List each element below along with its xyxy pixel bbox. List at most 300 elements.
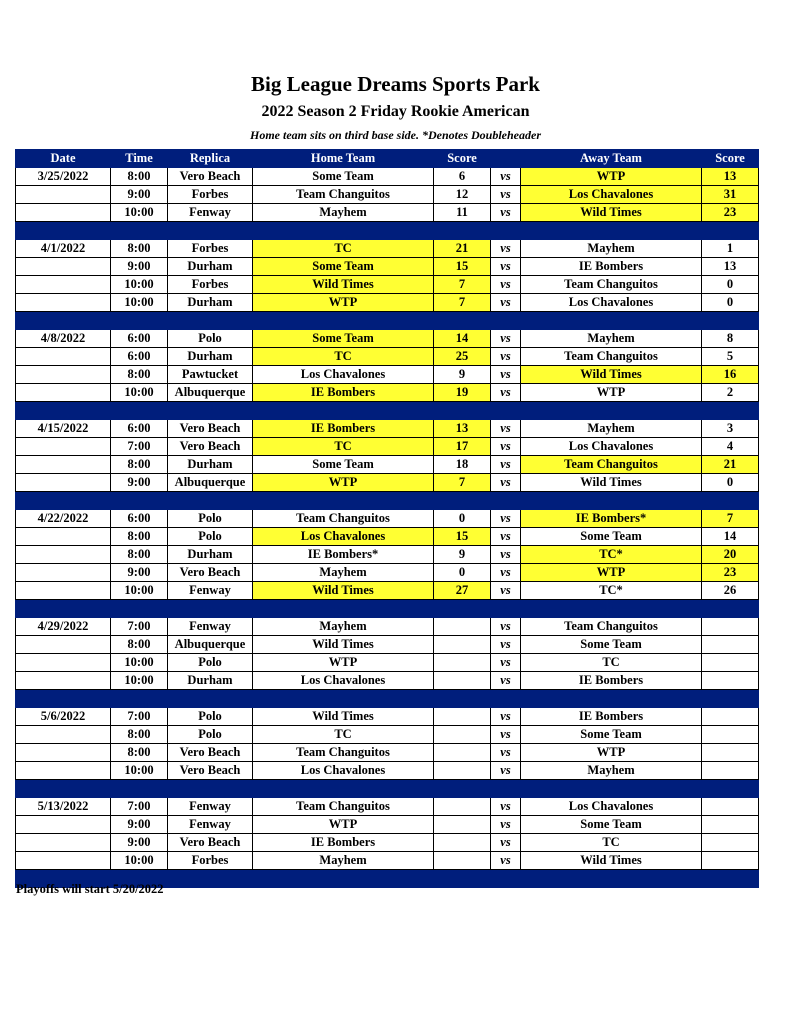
game-time: 8:00 [111, 528, 168, 546]
separator-bar [16, 492, 759, 510]
home-team: Some Team [253, 330, 434, 348]
away-score: 14 [702, 528, 759, 546]
col-home-score: Score [434, 150, 491, 168]
vs-label: vs [491, 240, 521, 258]
playoffs-note: Playoffs will start 5/20/2022 [16, 882, 164, 896]
home-team: Los Chavalones [253, 672, 434, 690]
game-time: 10:00 [111, 582, 168, 600]
game-replica: Polo [168, 528, 253, 546]
game-time: 9:00 [111, 186, 168, 204]
col-away-score: Score [702, 150, 759, 168]
game-replica: Durham [168, 546, 253, 564]
home-team: TC [253, 726, 434, 744]
home-score: 15 [434, 258, 491, 276]
vs-label: vs [491, 546, 521, 564]
game-replica: Vero Beach [168, 762, 253, 780]
vs-label: vs [491, 636, 521, 654]
game-time: 9:00 [111, 816, 168, 834]
home-score [434, 816, 491, 834]
game-replica: Vero Beach [168, 564, 253, 582]
game-replica: Fenway [168, 816, 253, 834]
game-replica: Polo [168, 654, 253, 672]
vs-label: vs [491, 618, 521, 636]
game-replica: Forbes [168, 852, 253, 870]
home-score: 9 [434, 366, 491, 384]
away-team: Wild Times [521, 474, 702, 492]
game-replica: Forbes [168, 240, 253, 258]
table-row [16, 240, 759, 258]
away-score [702, 834, 759, 852]
home-score: 7 [434, 474, 491, 492]
vs-label: vs [491, 654, 521, 672]
home-score [434, 618, 491, 636]
home-score: 6 [434, 168, 491, 186]
game-time: 6:00 [111, 510, 168, 528]
home-team: Wild Times [253, 708, 434, 726]
game-date-empty [16, 366, 111, 384]
vs-label: vs [491, 564, 521, 582]
game-time: 7:00 [111, 618, 168, 636]
page-title: Big League Dreams Sports Park [251, 72, 540, 96]
away-team: Los Chavalones [521, 798, 702, 816]
away-team: IE Bombers [521, 708, 702, 726]
away-score [702, 636, 759, 654]
home-team: Mayhem [253, 852, 434, 870]
away-team: Wild Times [521, 852, 702, 870]
week-separator [16, 780, 759, 798]
game-replica: Polo [168, 726, 253, 744]
away-score [702, 744, 759, 762]
game-replica: Fenway [168, 618, 253, 636]
away-score: 13 [702, 168, 759, 186]
game-replica: Durham [168, 672, 253, 690]
vs-label: vs [491, 528, 521, 546]
home-team: Team Changuitos [253, 798, 434, 816]
away-score [702, 618, 759, 636]
game-date-empty [16, 276, 111, 294]
home-team: Los Chavalones [253, 366, 434, 384]
game-date-empty [16, 456, 111, 474]
vs-label: vs [491, 438, 521, 456]
table-row [16, 420, 759, 438]
col-replica: Replica [168, 150, 253, 168]
game-replica: Forbes [168, 186, 253, 204]
game-time: 8:00 [111, 366, 168, 384]
vs-label: vs [491, 366, 521, 384]
table-row [16, 528, 759, 546]
game-time: 9:00 [111, 834, 168, 852]
game-replica: Fenway [168, 798, 253, 816]
separator-bar [16, 312, 759, 330]
header-row [16, 150, 759, 168]
game-date-empty [16, 672, 111, 690]
table-row [16, 294, 759, 312]
game-date-empty [16, 204, 111, 222]
home-score: 15 [434, 528, 491, 546]
away-score: 3 [702, 420, 759, 438]
game-time: 9:00 [111, 258, 168, 276]
week-separator [16, 402, 759, 420]
vs-label: vs [491, 330, 521, 348]
home-score [434, 672, 491, 690]
vs-label: vs [491, 168, 521, 186]
home-team: WTP [253, 474, 434, 492]
home-team: Mayhem [253, 564, 434, 582]
away-score [702, 708, 759, 726]
table-row [16, 582, 759, 600]
vs-label: vs [491, 186, 521, 204]
away-score [702, 798, 759, 816]
game-date: 5/6/2022 [16, 708, 111, 726]
away-team: Team Changuitos [521, 348, 702, 366]
game-date: 5/13/2022 [16, 798, 111, 816]
home-team: WTP [253, 294, 434, 312]
away-team: WTP [521, 744, 702, 762]
away-score [702, 762, 759, 780]
away-team: WTP [521, 168, 702, 186]
game-replica: Albuquerque [168, 384, 253, 402]
game-time: 10:00 [111, 294, 168, 312]
home-score: 27 [434, 582, 491, 600]
game-date-empty [16, 294, 111, 312]
home-team: Wild Times [253, 636, 434, 654]
game-date-empty [16, 348, 111, 366]
table-row [16, 438, 759, 456]
home-team: Wild Times [253, 582, 434, 600]
table-row [16, 366, 759, 384]
week-separator [16, 312, 759, 330]
game-date: 4/29/2022 [16, 618, 111, 636]
home-team: WTP [253, 816, 434, 834]
page-subtitle: 2022 Season 2 Friday Rookie American [261, 103, 530, 120]
away-team: Los Chavalones [521, 438, 702, 456]
game-time: 10:00 [111, 852, 168, 870]
game-date-empty [16, 852, 111, 870]
vs-label: vs [491, 420, 521, 438]
away-score: 5 [702, 348, 759, 366]
away-team: Los Chavalones [521, 186, 702, 204]
away-score: 21 [702, 456, 759, 474]
game-replica: Albuquerque [168, 636, 253, 654]
vs-label: vs [491, 384, 521, 402]
table-row [16, 510, 759, 528]
game-time: 9:00 [111, 564, 168, 582]
away-team: Team Changuitos [521, 456, 702, 474]
col-away-team: Away Team [521, 150, 702, 168]
vs-label: vs [491, 456, 521, 474]
game-date-empty [16, 384, 111, 402]
home-team: IE Bombers* [253, 546, 434, 564]
away-team: Some Team [521, 636, 702, 654]
game-date-empty [16, 726, 111, 744]
away-team: Some Team [521, 726, 702, 744]
vs-label: vs [491, 204, 521, 222]
week-separator [16, 600, 759, 618]
game-time: 8:00 [111, 168, 168, 186]
game-time: 10:00 [111, 672, 168, 690]
home-team: Mayhem [253, 618, 434, 636]
away-score: 31 [702, 186, 759, 204]
game-time: 8:00 [111, 636, 168, 654]
away-team: Team Changuitos [521, 618, 702, 636]
away-score: 13 [702, 258, 759, 276]
col-home-team: Home Team [253, 150, 434, 168]
week-separator [16, 690, 759, 708]
away-team: Mayhem [521, 240, 702, 258]
home-team: Some Team [253, 258, 434, 276]
home-score: 21 [434, 240, 491, 258]
game-date-empty [16, 564, 111, 582]
away-team: TC [521, 834, 702, 852]
game-time: 6:00 [111, 348, 168, 366]
away-team: Mayhem [521, 420, 702, 438]
vs-label: vs [491, 708, 521, 726]
game-replica: Durham [168, 348, 253, 366]
table-row [16, 546, 759, 564]
home-score [434, 654, 491, 672]
game-time: 10:00 [111, 384, 168, 402]
game-date-empty [16, 582, 111, 600]
game-replica: Vero Beach [168, 744, 253, 762]
game-replica: Durham [168, 456, 253, 474]
home-score: 9 [434, 546, 491, 564]
vs-label: vs [491, 672, 521, 690]
vs-label: vs [491, 744, 521, 762]
game-replica: Vero Beach [168, 420, 253, 438]
away-team: WTP [521, 564, 702, 582]
game-date-empty [16, 816, 111, 834]
home-score: 18 [434, 456, 491, 474]
home-score: 7 [434, 294, 491, 312]
game-date: 4/22/2022 [16, 510, 111, 528]
game-date-empty [16, 546, 111, 564]
vs-label: vs [491, 582, 521, 600]
home-team: IE Bombers [253, 834, 434, 852]
away-team: IE Bombers* [521, 510, 702, 528]
away-team: TC* [521, 582, 702, 600]
table-row [16, 564, 759, 582]
away-score: 2 [702, 384, 759, 402]
table-row [16, 654, 759, 672]
home-score: 14 [434, 330, 491, 348]
separator-bar [16, 690, 759, 708]
home-score: 19 [434, 384, 491, 402]
table-row [16, 348, 759, 366]
vs-label: vs [491, 798, 521, 816]
home-score [434, 762, 491, 780]
vs-label: vs [491, 276, 521, 294]
game-time: 7:00 [111, 438, 168, 456]
game-time: 10:00 [111, 762, 168, 780]
table-row [16, 708, 759, 726]
away-team: Mayhem [521, 762, 702, 780]
away-score [702, 852, 759, 870]
separator-bar [16, 222, 759, 240]
game-time: 10:00 [111, 654, 168, 672]
vs-label: vs [491, 762, 521, 780]
game-time: 8:00 [111, 744, 168, 762]
table-row [16, 258, 759, 276]
game-date: 4/1/2022 [16, 240, 111, 258]
game-replica: Albuquerque [168, 474, 253, 492]
game-time: 7:00 [111, 708, 168, 726]
game-replica: Polo [168, 708, 253, 726]
vs-label: vs [491, 474, 521, 492]
table-row [16, 474, 759, 492]
game-replica: Pawtucket [168, 366, 253, 384]
vs-label: vs [491, 816, 521, 834]
table-row [16, 762, 759, 780]
away-score: 0 [702, 294, 759, 312]
away-score: 26 [702, 582, 759, 600]
home-score [434, 636, 491, 654]
home-score: 0 [434, 510, 491, 528]
away-score [702, 726, 759, 744]
table-row [16, 618, 759, 636]
home-score: 7 [434, 276, 491, 294]
game-date-empty [16, 654, 111, 672]
away-score: 16 [702, 366, 759, 384]
game-time: 8:00 [111, 546, 168, 564]
away-team: Los Chavalones [521, 294, 702, 312]
game-replica: Vero Beach [168, 834, 253, 852]
table-row [16, 636, 759, 654]
home-score: 25 [434, 348, 491, 366]
home-team: IE Bombers [253, 420, 434, 438]
game-replica: Polo [168, 510, 253, 528]
vs-label: vs [491, 510, 521, 528]
game-time: 6:00 [111, 330, 168, 348]
away-score: 23 [702, 204, 759, 222]
separator-bar [16, 600, 759, 618]
away-score: 23 [702, 564, 759, 582]
away-team: Some Team [521, 816, 702, 834]
game-date-empty [16, 528, 111, 546]
vs-label: vs [491, 852, 521, 870]
page-note: Home team sits on third base side. *Denotes Doubleheader [250, 128, 541, 142]
home-team: Los Chavalones [253, 762, 434, 780]
game-date: 4/15/2022 [16, 420, 111, 438]
game-replica: Forbes [168, 276, 253, 294]
away-team: IE Bombers [521, 672, 702, 690]
home-score [434, 708, 491, 726]
home-team: Los Chavalones [253, 528, 434, 546]
schedule-table [15, 149, 759, 888]
vs-label: vs [491, 294, 521, 312]
table-row [16, 456, 759, 474]
table-row [16, 816, 759, 834]
home-team: TC [253, 348, 434, 366]
home-team: Some Team [253, 456, 434, 474]
home-team: Team Changuitos [253, 186, 434, 204]
game-replica: Fenway [168, 582, 253, 600]
away-team: Some Team [521, 528, 702, 546]
away-team: Wild Times [521, 366, 702, 384]
col-vs [491, 150, 521, 168]
table-row [16, 744, 759, 762]
col-time: Time [111, 150, 168, 168]
away-score [702, 654, 759, 672]
away-score: 0 [702, 474, 759, 492]
away-score: 7 [702, 510, 759, 528]
table-row [16, 834, 759, 852]
table-row [16, 330, 759, 348]
home-team: TC [253, 438, 434, 456]
home-team: Some Team [253, 168, 434, 186]
table-row [16, 204, 759, 222]
game-replica: Vero Beach [168, 168, 253, 186]
game-date-empty [16, 258, 111, 276]
game-date-empty [16, 834, 111, 852]
home-team: Team Changuitos [253, 510, 434, 528]
home-score: 13 [434, 420, 491, 438]
game-date-empty [16, 744, 111, 762]
game-date-empty [16, 636, 111, 654]
away-team: Wild Times [521, 204, 702, 222]
away-team: TC* [521, 546, 702, 564]
away-score: 20 [702, 546, 759, 564]
game-date: 4/8/2022 [16, 330, 111, 348]
game-time: 9:00 [111, 474, 168, 492]
game-replica: Polo [168, 330, 253, 348]
home-team: Team Changuitos [253, 744, 434, 762]
vs-label: vs [491, 726, 521, 744]
home-team: TC [253, 240, 434, 258]
vs-label: vs [491, 348, 521, 366]
game-date-empty [16, 186, 111, 204]
table-row [16, 852, 759, 870]
away-team: TC [521, 654, 702, 672]
home-score [434, 726, 491, 744]
week-separator [16, 492, 759, 510]
home-team: WTP [253, 654, 434, 672]
home-score: 17 [434, 438, 491, 456]
game-time: 10:00 [111, 204, 168, 222]
game-date: 3/25/2022 [16, 168, 111, 186]
table-row [16, 672, 759, 690]
game-time: 6:00 [111, 420, 168, 438]
table-row [16, 276, 759, 294]
table-row [16, 186, 759, 204]
table-row [16, 726, 759, 744]
separator-bar [16, 402, 759, 420]
table-row [16, 798, 759, 816]
game-time: 7:00 [111, 798, 168, 816]
game-date-empty [16, 438, 111, 456]
home-score [434, 852, 491, 870]
away-score [702, 672, 759, 690]
away-score: 8 [702, 330, 759, 348]
game-replica: Fenway [168, 204, 253, 222]
week-separator [16, 222, 759, 240]
away-score: 1 [702, 240, 759, 258]
home-score: 11 [434, 204, 491, 222]
separator-bar [16, 780, 759, 798]
table-row [16, 384, 759, 402]
game-time: 8:00 [111, 240, 168, 258]
game-replica: Vero Beach [168, 438, 253, 456]
game-replica: Durham [168, 294, 253, 312]
home-score [434, 798, 491, 816]
home-score: 0 [434, 564, 491, 582]
home-score [434, 744, 491, 762]
away-score: 0 [702, 276, 759, 294]
away-team: Mayhem [521, 330, 702, 348]
away-score: 4 [702, 438, 759, 456]
game-replica: Durham [168, 258, 253, 276]
col-date: Date [16, 150, 111, 168]
vs-label: vs [491, 258, 521, 276]
